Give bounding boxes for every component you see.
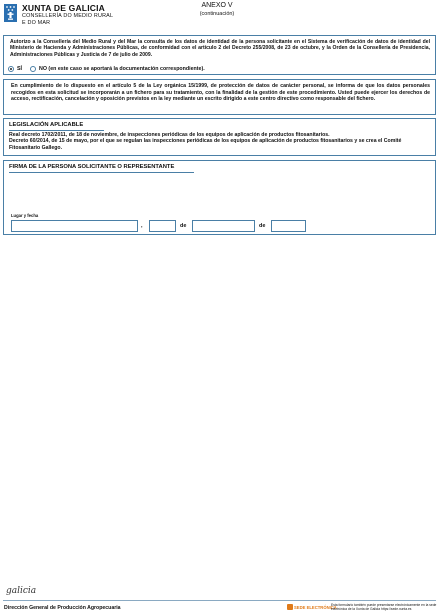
- de-separator: de: [259, 223, 266, 229]
- annex-continuation: (continuación): [199, 11, 235, 17]
- privacy-text: En cumplimiento de lo dispuesto en el artículo 5 de la Ley orgánica 15/1999, de protección de datos de carácter personal, se informa de que los datos personales recogidos en esta solicitud se incorporarán a un fichero para su tratamiento, con la finalidad de la gestión de este procedimiento. Usted puede ejercer los derechos de acceso, rectificación, cancelación y oposición previstos en la ley mediante un escrito dirigido a este centro directivo como responsable del fichero.: [11, 83, 430, 102]
- consent-no-radio[interactable]: [30, 66, 36, 72]
- signature-panel: [3, 160, 436, 235]
- consent-no-label: NO (en este caso se aportará la documentación correspondiente).: [39, 65, 205, 72]
- department-name: CONSELLERÍA DO MEDIO RURAL E DO MAR: [22, 13, 114, 26]
- annex-title: ANEXO V: [201, 2, 233, 9]
- legislation-list: [9, 132, 429, 151]
- consent-text: Autorizo a la Consellería del Medio Rural y del Mar la consulta de los datos de identidad de la persona solicitante en el Sistema de verificación de datos de identidad del Ministerio de Hacienda y Administraciones Públicas, de conformidad con el artículo 2 del Decreto 255/2008, de 23 de octubre, y la Orden de la Consellería de Presidencia, Administraciones Públicas y Justicia de 7 de julio de 2009.: [10, 39, 430, 58]
- sede-electronica-icon: [287, 604, 293, 610]
- month-field[interactable]: [192, 220, 255, 232]
- comma-separator: ,: [141, 223, 143, 229]
- consent-yes-radio[interactable]: [8, 66, 14, 72]
- legislation-title-rule: [9, 130, 104, 131]
- signature-title-rule: [9, 172, 194, 173]
- consent-options: [8, 64, 205, 73]
- directorate-name: Dirección General de Producción Agropecuaria: [4, 605, 121, 611]
- place-date-label: Lugar y fecha: [11, 213, 39, 218]
- xunta-logo-icon: [4, 4, 17, 22]
- year-field[interactable]: [271, 220, 306, 232]
- galicia-brand-logo: galicia: [6, 586, 37, 596]
- de-separator: de: [180, 223, 187, 229]
- place-field[interactable]: [11, 220, 138, 232]
- consent-yes-label: SÍ: [17, 65, 23, 72]
- radio-icon: [10, 68, 12, 70]
- sede-electronica-name: SEDE ELECTRÓNICA: [294, 605, 337, 610]
- legislation-title: LEGISLACIÓN APLICABLE: [9, 122, 84, 128]
- legislation-item: Decreto 60/2014, de 15 de mayo, por el que se regulan las inspecciones periódicas de los equipos de aplicación de productos fitosanitarios y se crea el Comité Fitosanitario Gallego.: [9, 138, 402, 151]
- org-name: XUNTA DE GALICIA: [22, 3, 106, 13]
- sede-electronica-text: Esta formulario también puede presentarse electrónicamente en la sede electrónica de la Xunta de Galicia https://sede.xunta.es: [331, 603, 437, 612]
- signature-title: FIRMA DE LA PERSONA SOLICITANTE O REPRESENTANTE: [9, 164, 175, 170]
- legislation-panel: [3, 118, 436, 156]
- privacy-panel: [3, 79, 436, 115]
- day-field[interactable]: [149, 220, 176, 232]
- footer-divider: [3, 600, 436, 601]
- legislation-item: Real decreto 1702/2011, de 18 de noviembre, de inspecciones periódicas de los equipos de aplicación de productos fitosanitarios.: [9, 132, 330, 138]
- consent-panel: [3, 35, 436, 75]
